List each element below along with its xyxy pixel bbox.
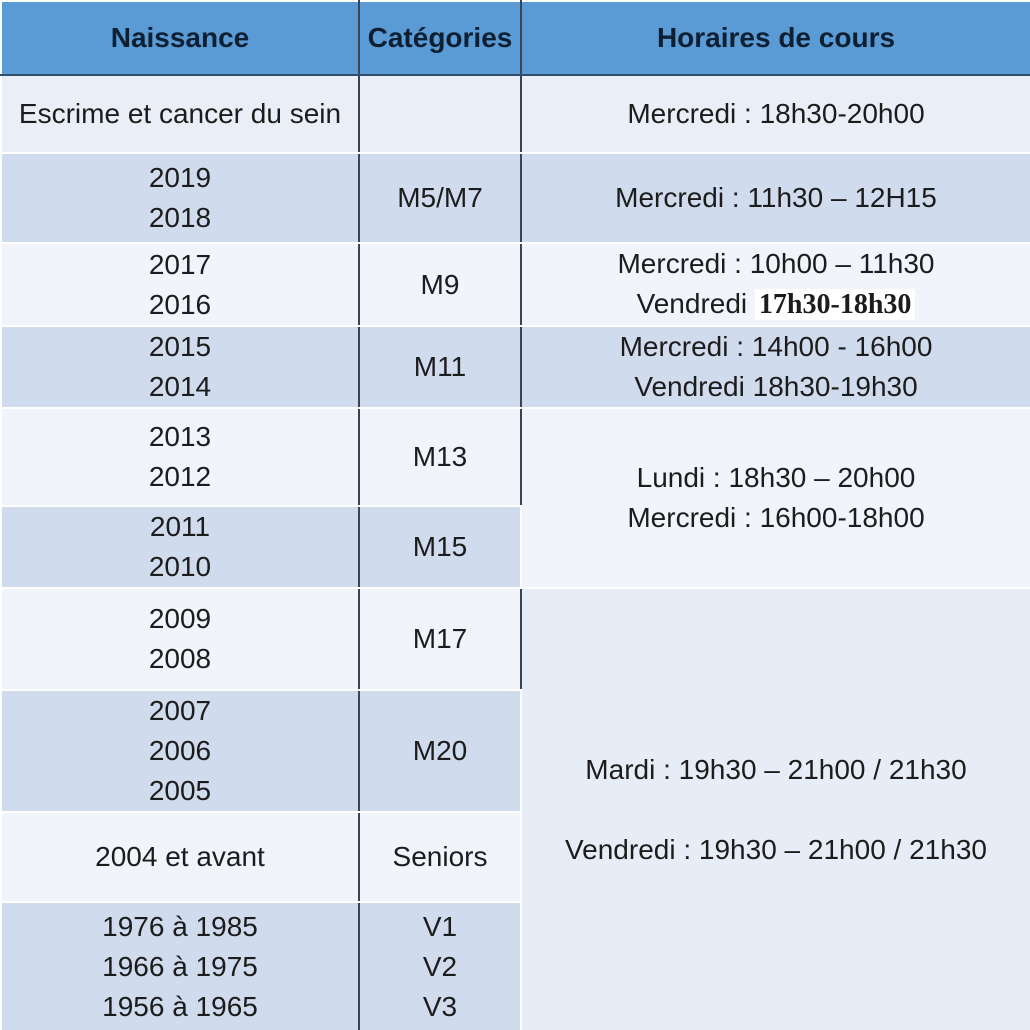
naissance-value: 1956 à 1965 [102,991,258,1022]
categorie-cell [359,75,521,153]
categorie-cell [359,408,521,506]
naissance-cell [1,75,359,153]
naissance-value: 2015 [148,331,212,362]
naissance-cell [1,326,359,408]
naissance-value: 2018 [148,202,212,233]
horaires-cell [521,243,1030,326]
categorie-cell [359,812,521,902]
naissance-value: 2010 [148,551,212,582]
horaires-value: Mercredi : 10h00 – 11h30 [617,248,935,279]
header-row [1,1,1030,75]
horaires-value: Vendredi 18h30-19h30 [634,371,918,402]
horaires-cell [521,326,1030,408]
header-naissance: Naissance [1,1,359,75]
naissance-value: 2012 [148,461,212,492]
horaires-value-mixed [522,284,1030,325]
naissance-value: 2016 [148,288,212,320]
horaires-value: Mercredi : 16h00-18h00 [627,502,925,533]
categorie-cell [359,243,521,326]
horaires-day: Vendredi [636,288,748,319]
table-row [1,588,1030,690]
horaires-cell [521,75,1030,153]
categorie-cell [359,690,521,812]
table-row [1,75,1030,153]
categorie-value: M17 [412,623,468,654]
naissance-cell [1,153,359,243]
categorie-cell [359,153,521,243]
naissance-cell [1,812,359,902]
categorie-value: V1 [422,911,458,942]
categorie-value: M11 [413,351,467,382]
naissance-value: 1966 à 1975 [102,951,258,982]
naissance-cell [1,243,359,326]
naissance-value: 2006 [148,735,212,766]
horaires-value: Lundi : 18h30 – 20h00 [636,462,916,493]
horaires-value: Mardi : 19h30 – 21h00 / 21h30 [585,754,967,785]
naissance-value: 2014 [148,371,212,402]
header-horaires: Horaires de cours [521,1,1030,75]
naissance-cell [1,902,359,1030]
categorie-value: M20 [412,735,468,766]
table-row [1,153,1030,243]
naissance-value: 2019 [148,162,212,193]
table-row [1,326,1030,408]
naissance-cell [1,408,359,506]
naissance-value: 1976 à 1985 [102,911,258,942]
categorie-value: V3 [422,991,458,1022]
naissance-value: 2008 [148,643,212,674]
categorie-value: M9 [420,268,460,300]
categorie-value: M13 [412,441,468,472]
naissance-cell [1,690,359,812]
naissance-cell [1,506,359,588]
horaires-value: Mercredi : 14h00 - 16h00 [619,331,933,362]
horaires-value: Mercredi : 11h30 – 12H15 [615,182,937,213]
naissance-value: 2005 [148,775,212,806]
naissance-value: 2011 [149,511,211,542]
naissance-value: 2009 [148,603,212,634]
categorie-cell [359,588,521,690]
naissance-value: 2004 et avant [95,841,265,872]
horaires-cell-m13-m15 [521,408,1030,588]
categorie-value: Seniors [392,841,488,872]
horaires-cell [521,153,1030,243]
categorie-cell [359,902,521,1030]
naissance-value: 2007 [148,695,212,726]
table-row [1,408,1030,506]
categorie-value: M5/M7 [397,182,483,213]
horaires-value: Mercredi : 18h30-20h00 [627,98,925,129]
categorie-value: V2 [422,951,458,982]
categorie-value: M15 [412,531,468,562]
categorie-cell [359,506,521,588]
horaires-cell-m17-plus [521,588,1030,1030]
categorie-cell [359,326,521,408]
naissance-value: Escrime et cancer du sein [18,98,342,129]
naissance-value: 2017 [148,248,212,280]
header-categories: Catégories [359,1,521,75]
horaires-value: Vendredi : 19h30 – 21h00 / 21h30 [565,834,987,865]
naissance-cell [1,588,359,690]
naissance-value: 2013 [148,421,212,452]
table-row [1,243,1030,326]
horaires-time: 17h30-18h30 [755,289,915,320]
